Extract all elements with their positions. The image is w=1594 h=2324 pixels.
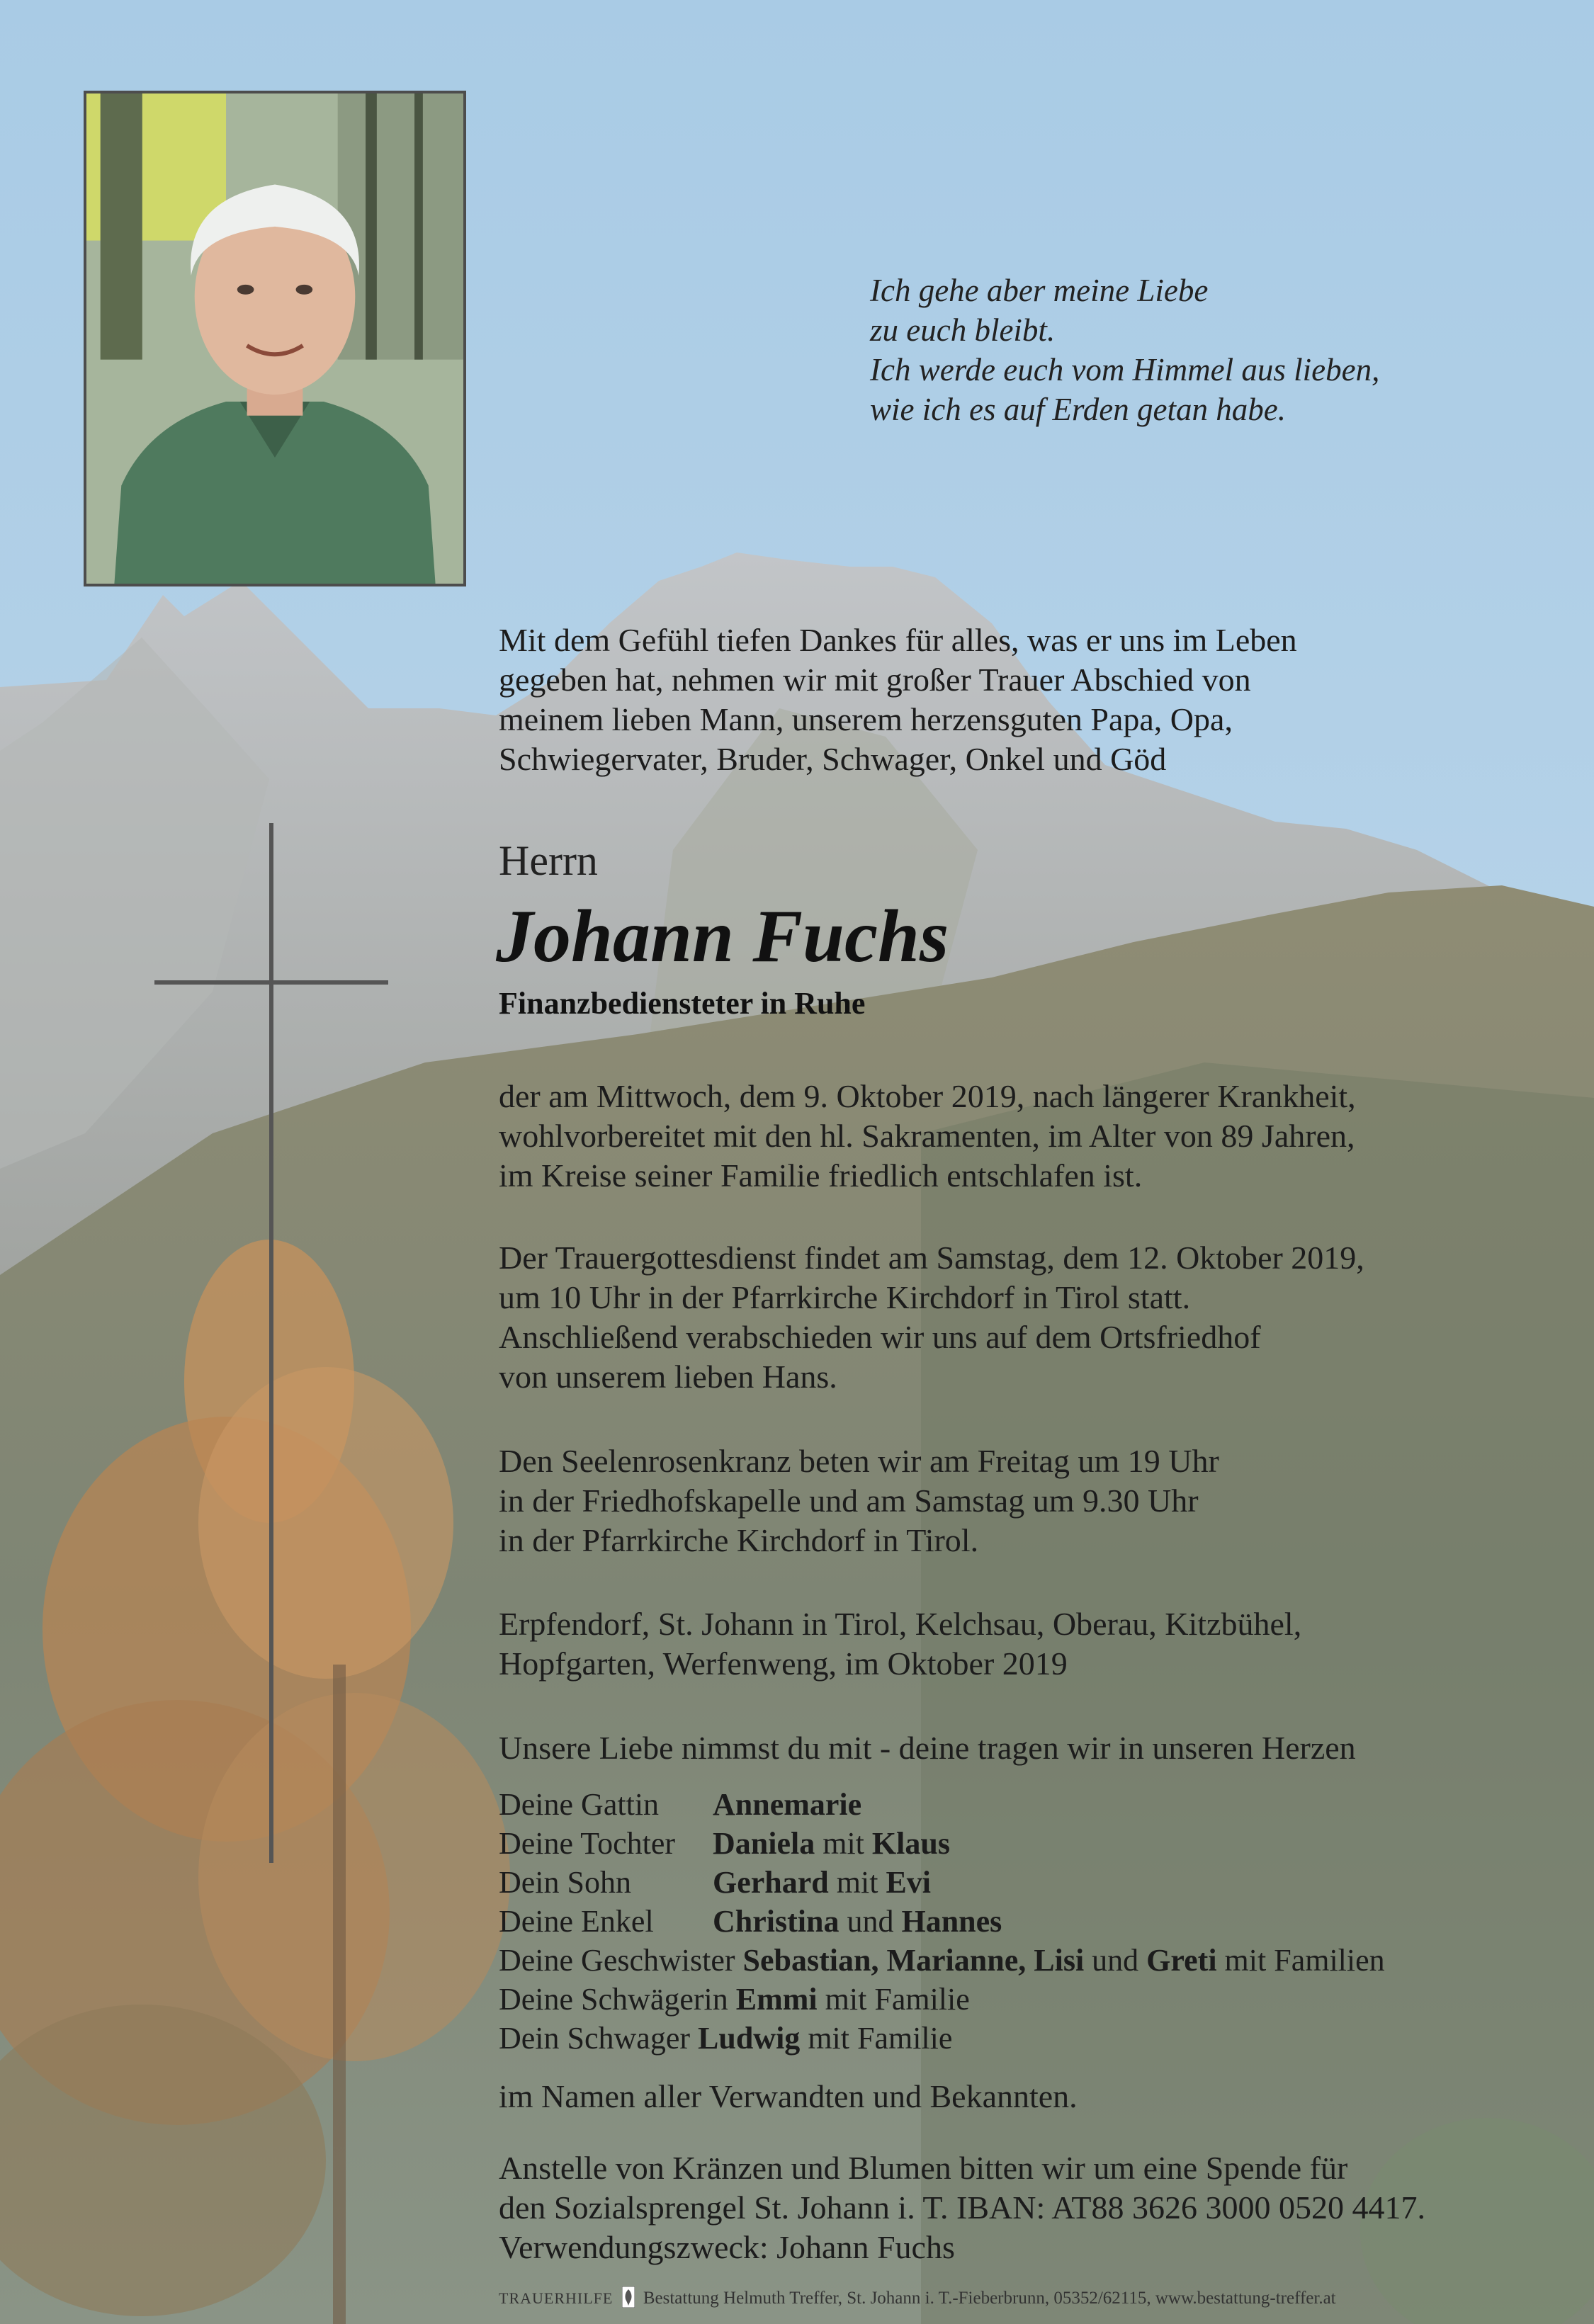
family-name: Sebastian, Marianne, Lisi [742,1943,1085,1978]
family-row-schwager [499,2019,1385,2058]
places-paragraph [499,1604,1491,1684]
donation-line: Anstelle von Kränzen und Blumen bitten wir um eine Spende für [499,2150,1348,2186]
footer-text: Bestattung Helmuth Treffer, St. Johann i. T.-Fieberbrunn, 05352/62115, www.bestattung-treffer.at [643,2289,1336,2308]
donation-paragraph [499,2148,1491,2267]
portrait-photo [84,91,466,586]
quote-line: Ich gehe aber meine Liebe [870,273,1209,308]
service-line: um 10 Uhr in der Pfarrkirche Kirchdorf in Tirol statt. [499,1279,1191,1315]
service-line: von unserem lieben Hans. [499,1359,837,1395]
relation-label: Dein Schwager [499,2021,691,2056]
angel-logo-icon [622,2286,635,2308]
connector-word: mit Familie [808,2021,953,2056]
connector-word: und [847,1904,894,1939]
death-paragraph [499,1077,1491,1196]
family-name: Evi [886,1865,932,1900]
service-paragraph [499,1238,1491,1397]
intro-line: gegeben hat, nehmen wir mit großer Trauer Abschied von [499,662,1251,698]
intro-line: Schwiegervater, Bruder, Schwager, Onkel und Göd [499,741,1167,777]
death-line: wohlvorbereitet mit den hl. Sakramenten, im Alter von 89 Jahren, [499,1118,1355,1154]
rosary-line: in der Friedhofskapelle und am Samstag um 9.30 Uhr [499,1483,1199,1519]
intro-paragraph [499,620,1491,779]
family-name: Gerhard [713,1865,829,1900]
death-line: der am Mittwoch, dem 9. Oktober 2019, nach längerer Krankheit, [499,1078,1356,1114]
cross-horizontal-bar [154,980,388,985]
footer-brand: TRAUERHILFE [499,2289,614,2307]
quote-line: zu euch bleibt. [870,312,1056,348]
places-line: Erpfendorf, St. Johann in Tirol, Kelchsau, Oberau, Kitzbühel, [499,1606,1302,1642]
rosary-line: in der Pfarrkirche Kirchdorf in Tirol. [499,1522,979,1558]
relation-label: Deine Gattin [499,1787,660,1822]
family-row-sohn [499,1863,1385,1902]
death-line: im Kreise seiner Familie friedlich entschlafen ist. [499,1157,1143,1194]
deceased-title: Finanzbediensteter in Ruhe [499,986,866,1021]
intro-line: meinem lieben Mann, unserem herzensguten Papa, Opa, [499,701,1233,737]
family-name: Emmi [735,1982,818,2017]
places-line: Hopfgarten, Werfenweng, im Oktober 2019 [499,1645,1068,1682]
connector-word: mit [836,1865,878,1900]
quote-line: Ich werde euch vom Himmel aus lieben, [870,352,1380,387]
family-name: Greti [1146,1943,1217,1978]
family-list [499,1785,1385,2058]
quote-line: wie ich es auf Erden getan habe. [870,392,1286,427]
donation-line: Verwendungszweck: Johann Fuchs [499,2229,955,2265]
family-row-geschwister [499,1941,1385,1980]
relation-label: Deine Tochter [499,1826,676,1861]
connector-word: mit Familien [1224,1943,1385,1978]
relation-label: Deine Schwägerin [499,1982,728,2017]
intro-line: Mit dem Gefühl tiefen Dankes für alles, was er uns im Leben [499,622,1297,658]
connector-word: mit [823,1826,864,1861]
family-name: Klaus [871,1826,950,1861]
closing-line: im Namen aller Verwandten und Bekannten. [499,2078,1078,2114]
family-row-tochter [499,1824,1385,1863]
family-name: Ludwig [698,2021,801,2056]
relation-label: Deine Geschwister [499,1943,735,1978]
service-line: Der Trauergottesdienst findet am Samstag, dem 12. Oktober 2019, [499,1240,1364,1276]
relation-label: Dein Sohn [499,1865,631,1900]
cross-vertical-bar [269,823,273,1863]
family-row-schwaegerin [499,1980,1385,2019]
motto-line: Unsere Liebe nimmst du mit - deine tragen wir in unseren Herzen [499,1730,1356,1766]
connector-word: mit Familie [825,1982,970,2017]
family-name: Annemarie [713,1787,862,1822]
rosary-line: Den Seelenrosenkranz beten wir am Freitag um 19 Uhr [499,1443,1219,1479]
deceased-name: Johann Fuchs [496,895,949,977]
donation-line: den Sozialsprengel St. Johann i. T. IBAN: AT88 3626 3000 0520 4417. [499,2189,1425,2226]
family-name: Daniela [713,1826,815,1861]
connector-word: und [1092,1943,1139,1978]
family-row-gattin [499,1785,1385,1824]
salutation: Herrn [499,837,598,884]
rosary-paragraph [499,1441,1491,1560]
family-row-enkel [499,1902,1385,1941]
relation-label: Deine Enkel [499,1904,654,1939]
funeral-home-footer [499,2286,1336,2310]
family-name: Hannes [901,1904,1002,1939]
portrait-illustration [86,93,463,584]
quote-poem [870,271,1379,429]
service-line: Anschließend verabschieden wir uns auf dem Ortsfriedhof [499,1319,1261,1355]
family-name: Christina [713,1904,840,1939]
